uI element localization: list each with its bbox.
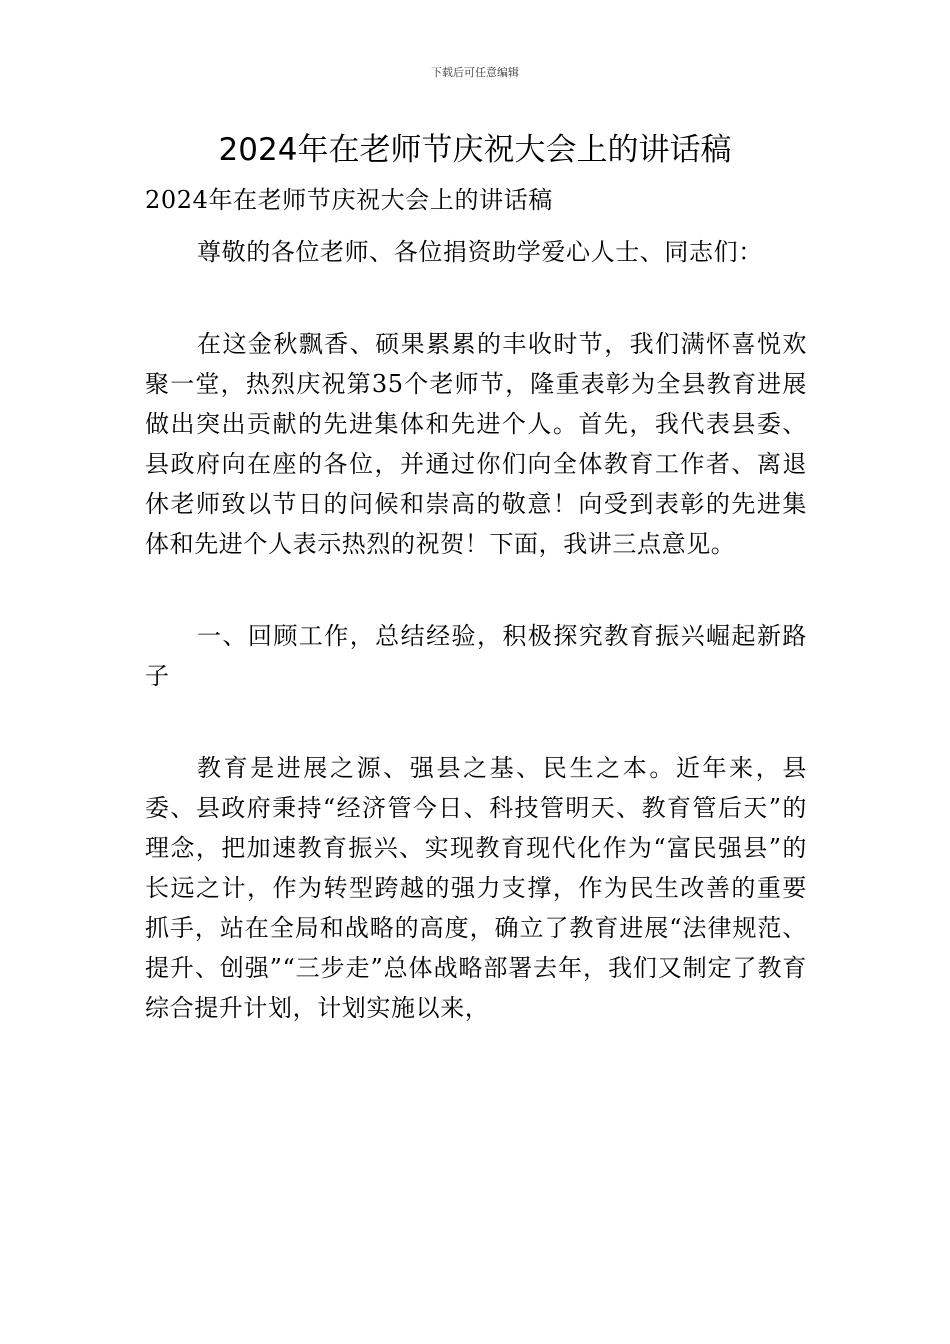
section-heading-1: 一、回顾工作，总结经验，积极探究教育振兴崛起新路子 <box>145 622 807 690</box>
paragraph-education: 教育是进展之源、强县之基、民生之本。近年来，县委、县政府秉持“经济管今日、科技管明天、教育管后天”的理念，把加速教育振兴、实现教育现代化作为“富民强县”的长远之计，作为转型跨越的强力支撑，作为民生改善的重要抓手，站在全局和战略的高度，确立了教育进展“法律规范、提升、创强”“三步走”总体战略部署去年，我们又制定了教育综合提升计划，计划实施以来， <box>145 754 807 1022</box>
paragraph-gap <box>145 564 807 616</box>
paragraph-gap <box>145 272 807 324</box>
document-subtitle: 2024年在老师节庆祝大会上的讲话稿 <box>145 186 553 214</box>
salutation: 尊敬的各位老师、各位捐资助学爱心人士、同志们： <box>197 238 763 266</box>
document-body <box>145 180 807 1028</box>
header-note: 下载后可任意编辑 <box>431 66 519 79</box>
document-title: 2024年在老师节庆祝大会上的讲话稿 <box>218 132 732 168</box>
paragraph-opening: 在这金秋飘香、硕果累累的丰收时节，我们满怀喜悦欢聚一堂，热烈庆祝第35个老师节，隆重表彰为全县教育进展做出突出贡献的先进集体和先进个人。首先，我代表县委、县政府向在座的各位，并通过你们向全体教育工作者、离退休老师致以节日的问候和崇高的敬意！向受到表彰的先进集体和先进个人表示热烈的祝贺！下面，我讲三点意见。 <box>145 330 807 558</box>
paragraph-gap <box>145 696 807 748</box>
